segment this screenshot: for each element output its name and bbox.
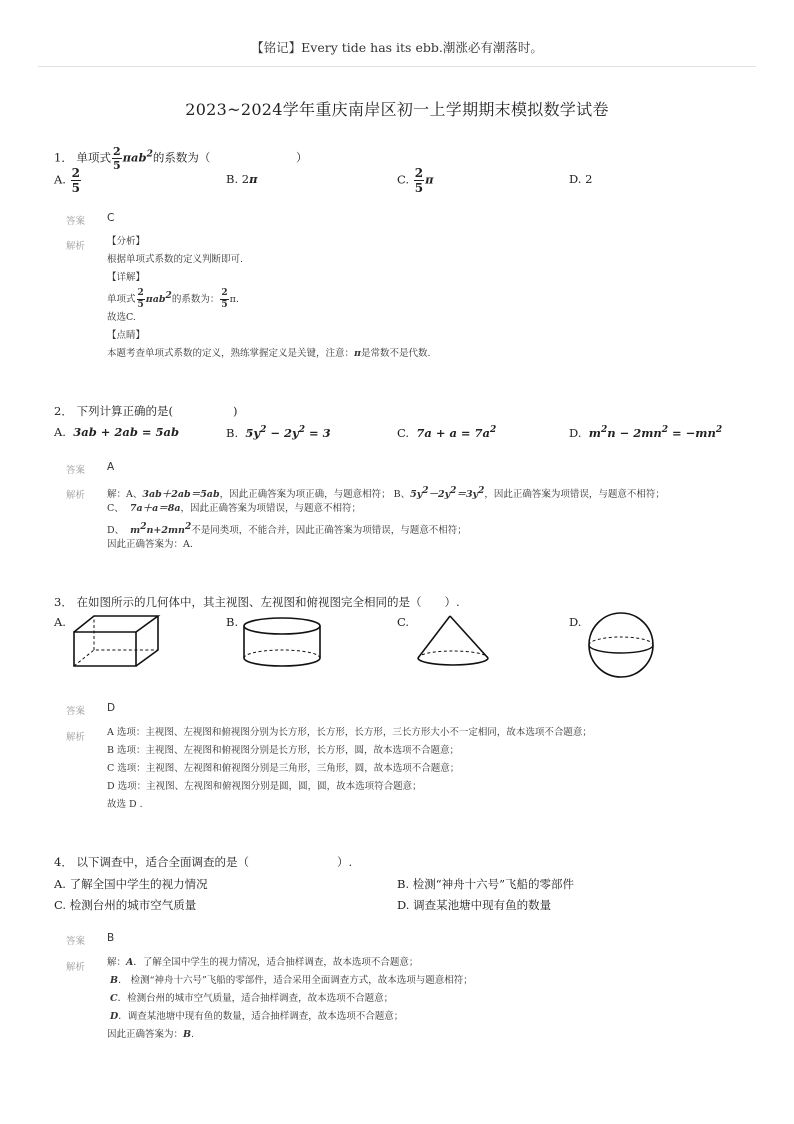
answer-label: 答案 [66, 465, 86, 476]
explanation-2: 解：A、3ab＋2ab＝5ab，因此正确答案为项正确，与题意相符； B、$5y^2-2y^2=3y^2$，因此正确答案为项错误，与题意不相符； C、 7a＋a＝8a，因此正确答案为项错误，与题意不相符； D、 $m^2n+2mn^2$不是同类项，不能合并，因此正确答案为项错误，与题意不相符； 因此正确答案为：A. [107, 486, 665, 550]
question-text: 单项式 [76, 150, 111, 165]
question-number: 3． [54, 595, 73, 609]
option-d[interactable]: D. $m^2n - 2mn^2 = -mn^2$ [569, 425, 723, 440]
fraction: $\frac{2}{5}$ [112, 145, 121, 172]
explain-label: 解析 [66, 962, 86, 973]
fraction: $\frac{2}{5}$ [71, 166, 80, 195]
math-expression: πab [122, 150, 147, 165]
question-3 [54, 594, 460, 610]
question-number: 4． [54, 855, 73, 869]
explain-label: 解析 [66, 490, 86, 501]
option-c[interactable]: C. 检测台州的城市空气质量 [54, 898, 197, 912]
option-d[interactable]: D. [569, 615, 582, 629]
option-a[interactable]: A. 了解全国中学生的视力情况 [54, 877, 208, 891]
answer-value: A [107, 461, 115, 473]
option-d[interactable]: D. 调查某池塘中现有鱼的数量 [397, 898, 552, 912]
page-title: 2023~2024学年重庆南岸区初一上学期期末模拟数学试卷 [185, 100, 609, 119]
question-text: 在如图所示的几何体中，其主视图、左视图和俯视图完全相同的是（ ）. [76, 595, 460, 609]
question-2: 2． 下列计算正确的是( ) [54, 404, 238, 418]
cuboid-figure [70, 612, 162, 670]
explanation-3: A 选项：主视图、左视图和俯视图分别为长方形，长方形，长方形，三长方形大小不一定相同，故本选项不合题意； B 选项：主视图、左视图和俯视图分别是长方形，长方形，圆，故本选项不合题意； C 选项：主视图、左视图和俯视图分别是三角形，三角形，圆，故本选项不合题意； D 选项：主视图、左视图和俯视图分别是圆，圆，圆，故本选项符合题意； 故选 D . [107, 727, 592, 810]
option-b[interactable]: B. $5y^2 - 2y^2 = 3$ [226, 425, 331, 440]
option-c[interactable]: C. $\frac{2}{5}$ π [397, 166, 434, 195]
explain-label: 解析 [66, 732, 86, 743]
option-a[interactable]: A. 3ab + 2ab = 5ab [54, 425, 180, 439]
option-c[interactable]: C. $7a + a = 7a^2$ [397, 425, 497, 440]
question-4: 4． 以下调查中，适合全面调查的是（ ）. [54, 855, 353, 869]
answer-label: 答案 [66, 216, 86, 227]
option-c[interactable]: C. [397, 615, 410, 629]
option-a[interactable]: A. $\frac{2}{5}$ [54, 166, 80, 195]
explanation-1: 【分析】 根据单项式系数的定义判断即可. 【详解】 单项式 $\frac{2}{5}$ πab$^2$的系数为： $\frac{2}{5}$ π. 故选C. 【点睛】 本题考查单项式系数的定义，熟练掌握定义是关键，注意：π是常数不是代数. [107, 236, 431, 359]
option-d[interactable]: D. 2 [569, 172, 593, 186]
option-b[interactable]: B. 2π [226, 172, 258, 186]
option-b[interactable]: B. 检测“神舟十六号”飞船的零部件 [397, 877, 575, 891]
question-text: 以下调查中，适合全面调查的是（ [76, 855, 249, 869]
option-a[interactable]: A. [54, 615, 66, 629]
answer-value: D [107, 702, 116, 714]
fraction: $\frac{2}{5}$ [414, 166, 424, 195]
question-number: 1． [54, 150, 73, 165]
page-header-motto: 【铭记】Every tide has its ebb.潮涨必有潮落时。 [251, 40, 543, 55]
cylinder-figure [240, 614, 326, 672]
cone-figure [412, 612, 494, 670]
answer-label: 答案 [66, 706, 86, 717]
explain-label: 解析 [66, 241, 86, 252]
option-b[interactable]: B. [226, 615, 239, 629]
question-1: 1． 单项式 $\frac{2}{5}$ πab$^2$的系数为（ ） [54, 145, 308, 172]
question-number: 2． [54, 404, 73, 418]
answer-value: B [107, 932, 115, 944]
explanation-4: 解：A．了解全国中学生的视力情况，适合抽样调查，故本选项不合题意； B． 检测“神舟十六号”飞船的零部件，适合采用全面调查方式，故本选项与题意相符； C．检测台州的城市空气质量，适合抽样调查，故本选项不合题意； D．调查某池塘中现有鱼的数量，适合抽样调查，故本选项不合题意； 因此正确答案为：B. [107, 957, 473, 1040]
answer-label: 答案 [66, 936, 86, 947]
header-divider [38, 66, 756, 67]
question-text: 下列计算正确的是( [76, 404, 173, 418]
answer-value: C [107, 212, 115, 224]
sphere-figure [586, 610, 658, 680]
